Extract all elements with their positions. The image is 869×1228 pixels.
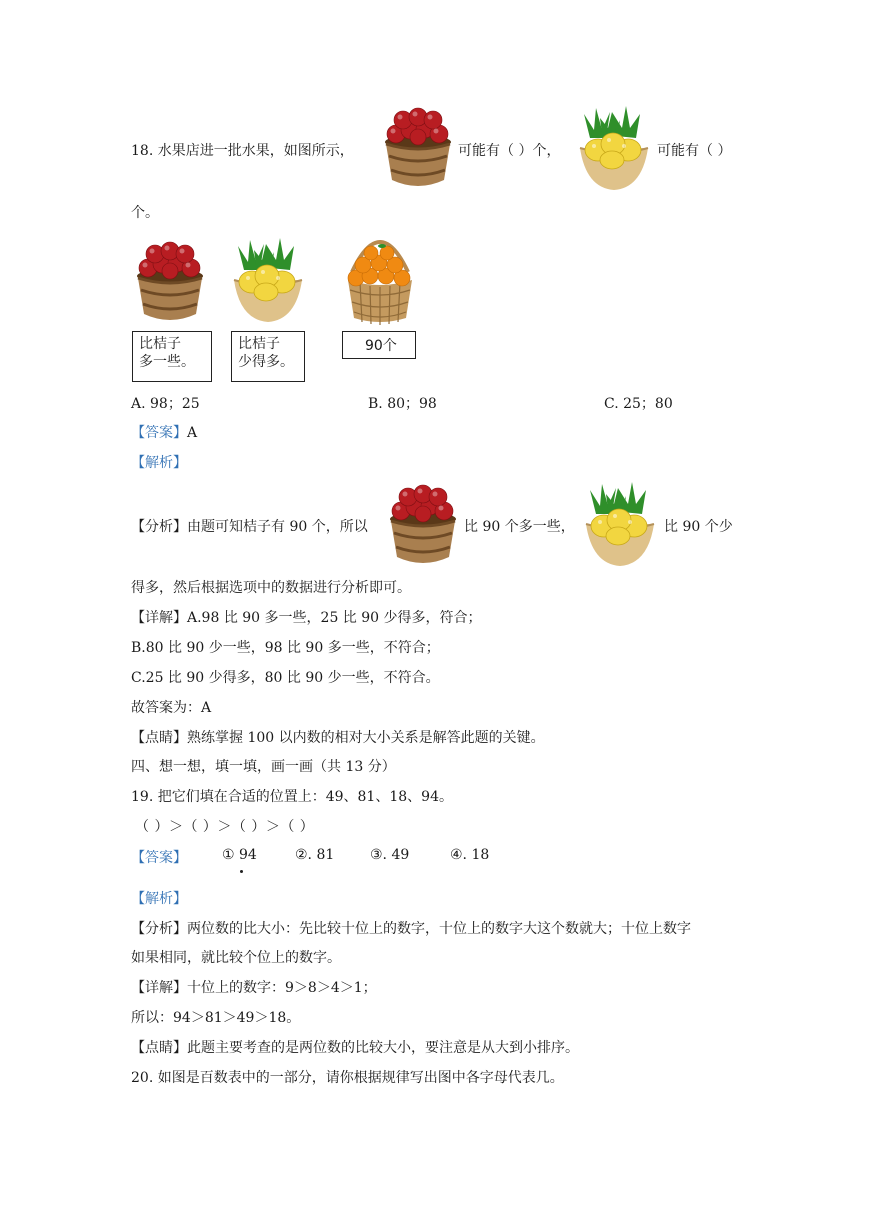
q18-analysis-label: 【解析】 bbox=[131, 455, 187, 471]
apple-label-line1: 比桔子 bbox=[139, 336, 181, 352]
option-b: B. 80；98 bbox=[368, 396, 437, 412]
orange-basket-icon bbox=[342, 232, 418, 328]
q19-answer-4: ④. 18 bbox=[450, 847, 490, 863]
q19-detail-1: 【详解】十位上的数字：9＞8＞4＞1； bbox=[131, 980, 377, 996]
q20-text: 20. 如图是百数表中的一部分，请你根据规律写出图中各字母代表几。 bbox=[131, 1070, 564, 1086]
apple-basket-icon bbox=[385, 481, 461, 571]
pineapple-basket-icon bbox=[576, 104, 652, 194]
q18-fenxi-b: 比 90 个多一些， bbox=[464, 519, 575, 535]
q19-analysis-label: 【解析】 bbox=[131, 891, 187, 907]
orange-label-box bbox=[342, 331, 416, 359]
apple-label-box bbox=[132, 331, 212, 382]
q18-text-d: 个。 bbox=[131, 205, 159, 221]
q18-dianjing: 【点睛】熟练掌握 100 以内数的相对大小关系是解答此题的关键。 bbox=[131, 730, 545, 746]
q18-answer bbox=[131, 422, 197, 442]
q19-fenxi-1: 【分析】两位数的比大小：先比较十位上的数字，十位上的数字大这个数就大；十位上数字 bbox=[131, 921, 691, 937]
q18-detail-4: 故答案为：A bbox=[131, 700, 212, 716]
q19-answer-label: 【答案】 bbox=[131, 850, 187, 866]
orange-label-text: 90个 bbox=[365, 338, 397, 354]
q18-text-c: 可能有（ ） bbox=[657, 143, 732, 159]
pineapple-label-box bbox=[231, 331, 305, 382]
answer-label: 【答案】 bbox=[131, 425, 187, 441]
mark-dot bbox=[240, 870, 243, 873]
q18-fenxi-c: 比 90 个少 bbox=[664, 519, 733, 535]
q18-detail-1: 【详解】A.98 比 90 多一些，25 比 90 少得多，符合； bbox=[131, 610, 482, 626]
q18-detail-3: C.25 比 90 少得多，80 比 90 少一些，不符合。 bbox=[131, 670, 440, 686]
option-a: A. 98；25 bbox=[131, 396, 200, 412]
pineapple-basket-icon bbox=[582, 480, 658, 570]
q19-detail-2: 所以：94＞81＞49＞18。 bbox=[131, 1010, 301, 1026]
q18-text-b: 可能有（ ）个， bbox=[458, 143, 561, 159]
apple-label-line2: 多一些。 bbox=[139, 354, 195, 370]
pineapple-label-line2: 少得多。 bbox=[238, 354, 294, 370]
q18-text-a: 18. 水果店进一批水果，如图所示， bbox=[131, 143, 354, 159]
section-4-title: 四、想一想，填一填，画一画（共 13 分） bbox=[131, 759, 396, 775]
q19-fenxi-2: 如果相同，就比较个位上的数字。 bbox=[131, 950, 341, 966]
q19-text: 19. 把它们填在合适的位置上：49、81、18、94。 bbox=[131, 789, 453, 805]
q18-fenxi-d: 得多，然后根据选项中的数据进行分析即可。 bbox=[131, 580, 411, 596]
q19-answer-1: ① 94 bbox=[222, 847, 257, 863]
q19-blanks: （ ）＞（ ）＞（ ）＞（ ） bbox=[135, 819, 315, 835]
answer-value: A bbox=[187, 425, 198, 441]
pineapple-label-line1: 比桔子 bbox=[238, 336, 280, 352]
q19-answer-3: ③. 49 bbox=[370, 847, 410, 863]
q18-detail-2: B.80 比 90 少一些，98 比 90 多一些，不符合； bbox=[131, 640, 440, 656]
pineapple-basket-icon bbox=[230, 236, 306, 326]
apple-basket-icon bbox=[132, 238, 208, 328]
q19-dianjing: 【点睛】此题主要考查的是两位数的比较大小，要注意是从大到小排序。 bbox=[131, 1040, 579, 1056]
apple-basket-icon bbox=[380, 104, 456, 194]
q18-fenxi-a: 【分析】由题可知桔子有 90 个，所以 bbox=[131, 519, 368, 535]
q19-answer-2: ②. 81 bbox=[295, 847, 335, 863]
option-c: C. 25；80 bbox=[604, 396, 673, 412]
